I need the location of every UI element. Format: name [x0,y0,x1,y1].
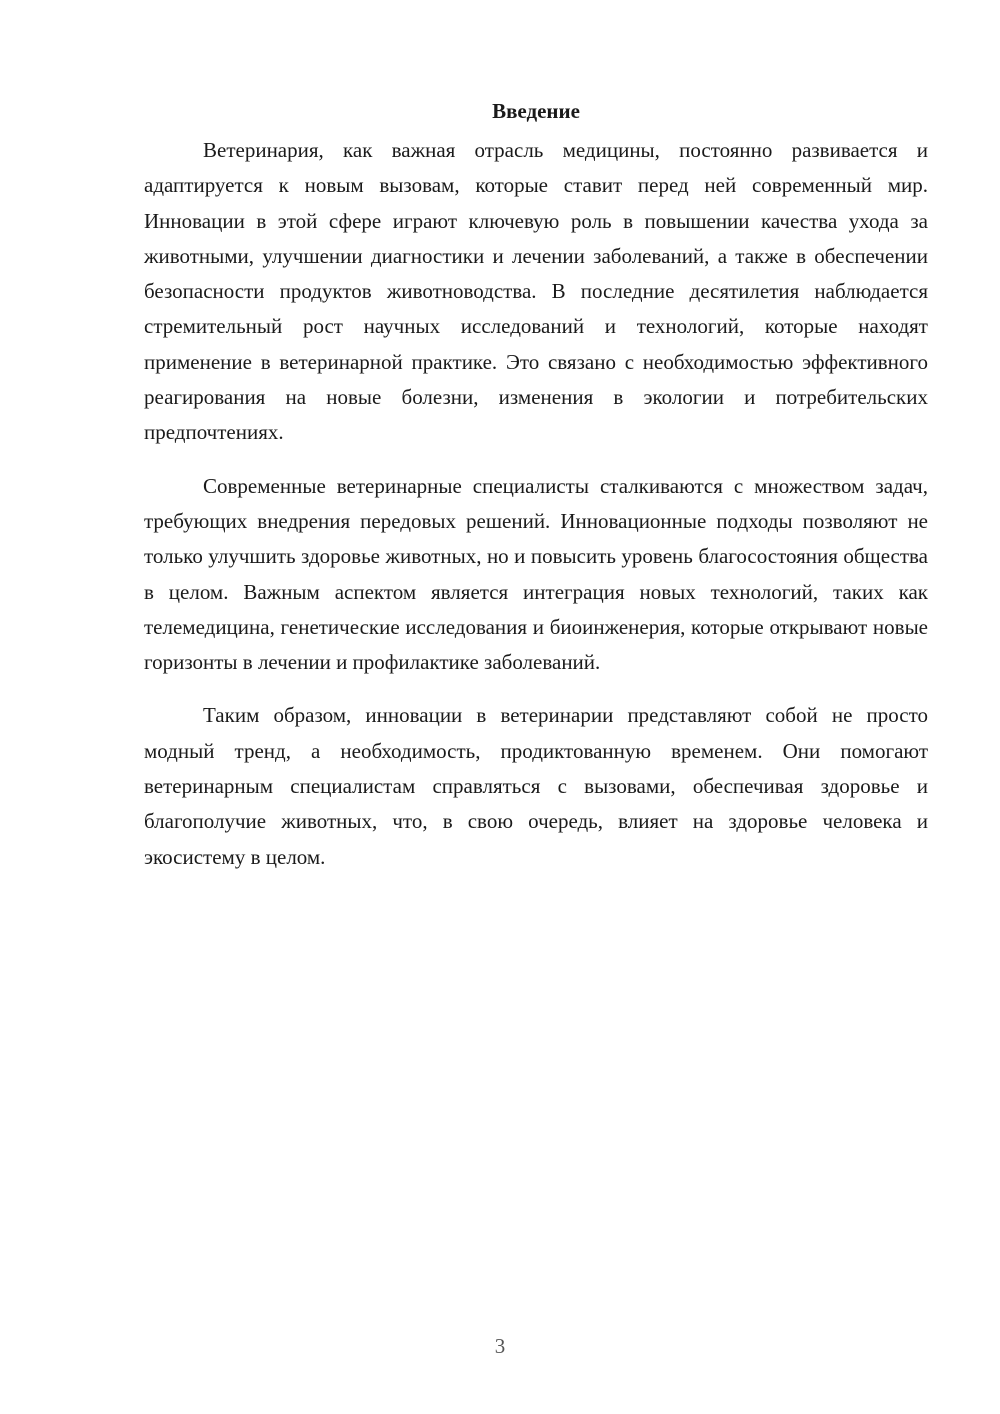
page-content [144,97,928,893]
paragraph-3: Таким образом, инновации в ветеринарии представляют собой не просто модный тренд, а необходимость, продиктованную временем. Они помогают ветеринарным специалистам справляться с вызовами, обеспечивая здоровье и благополучие животных, что, в свою очередь, влияет на здоровье человека и экосистему в целом. [144,703,928,869]
page-number: 3 [494,1334,506,1358]
section-title: Введение [492,99,580,123]
paragraph-1: Ветеринария, как важная отрасль медицины, постоянно развивается и адаптируется к новым вызовам, которые ставит перед ней современный мир. Инновации в этой сфере играют ключевую роль в повышении качества ухода за животными, улучшении диагностики и лечении заболеваний, а также в обеспечении безопасности продуктов животноводства. В последние десятилетия наблюдается стремительный рост научных исследований и технологий, которые находят применение в ветеринарной практике. Это связано с необходимостью эффективного реагирования на новые болезни, изменения в экологии и потребительских предпочтениях. [144,138,928,445]
paragraph-2: Современные ветеринарные специалисты сталкиваются с множеством задач, требующих внедрения передовых решений. Инновационные подходы позволяют не только улучшить здоровье животных, но и повысить уровень благосостояния общества в целом. Важным аспектом является интеграция новых технологий, таких как телемедицина, генетические исследования и биоинженерия, которые открывают новые горизонты в лечении и профилактике заболеваний. [144,473,928,675]
